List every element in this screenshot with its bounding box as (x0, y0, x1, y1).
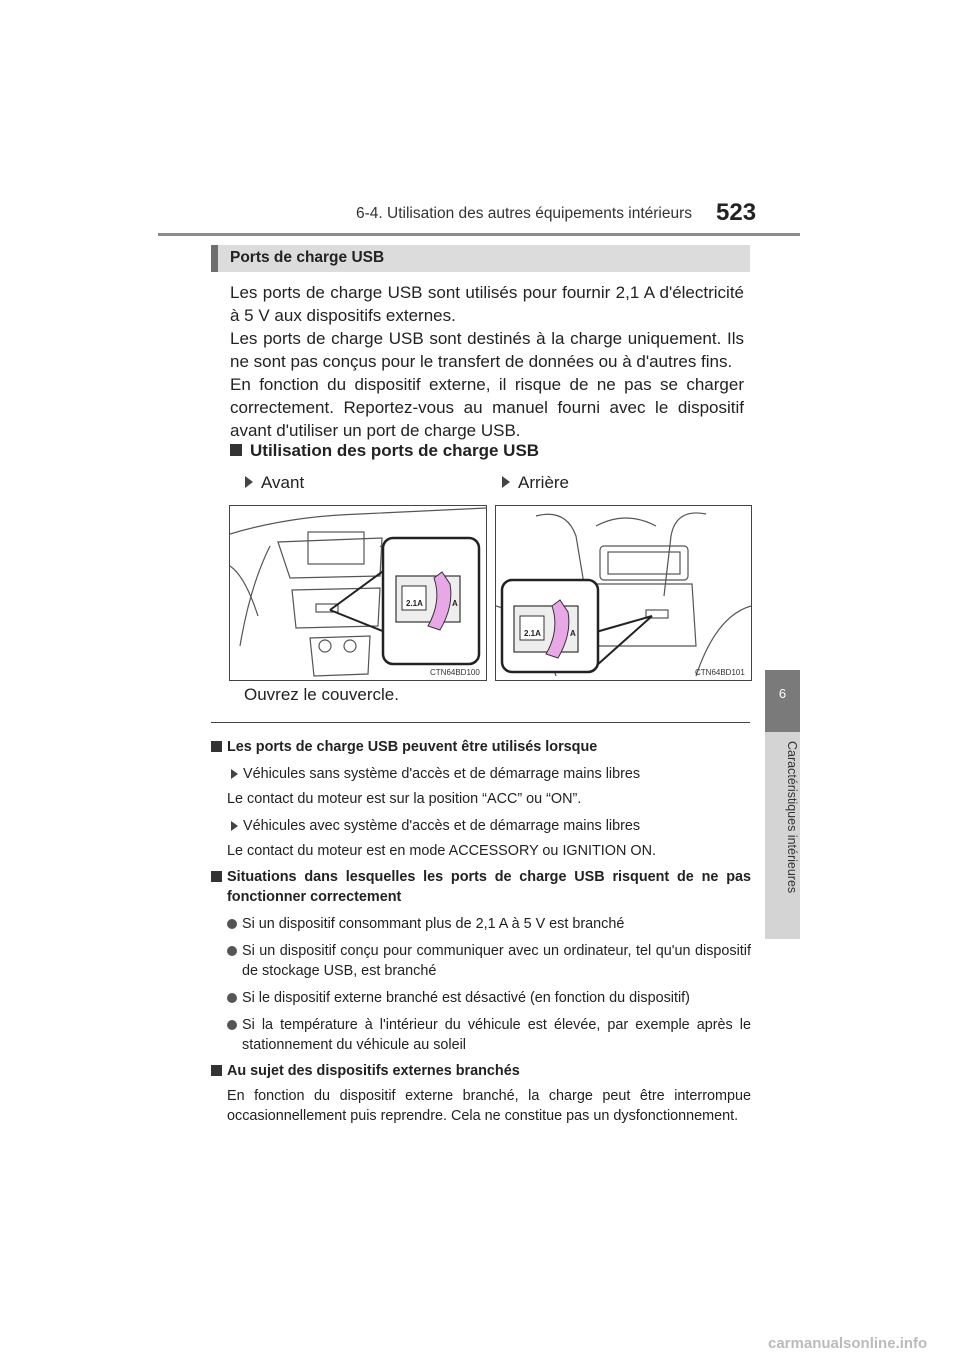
rear-port-label: 2.1A (524, 629, 541, 638)
rear-usb-illustration (496, 506, 751, 680)
intro-text (230, 281, 744, 442)
rear-label-text: Arrière (518, 473, 570, 492)
side-tab-marker (765, 670, 800, 732)
notes-divider (211, 722, 750, 723)
note-bullet: Si le dispositif externe branché est désactivé (en fonction du dispositif) (211, 988, 751, 1008)
subheading (230, 441, 539, 461)
rear-label (502, 473, 569, 493)
notes-block (211, 731, 751, 1126)
front-port-label: 2.1A (406, 599, 423, 608)
note-condition-2: Véhicules avec système d'accès et de démarrage mains libres (211, 816, 751, 836)
page-header-title: 6-4. Utilisation des autres équipements intérieurs (356, 205, 693, 222)
note-condition-1: Véhicules sans système d'accès et de démarrage mains libres (211, 764, 751, 784)
triangle-bullet-icon (245, 476, 253, 488)
note-heading-2: Situations dans lesquelles les ports de charge USB risquent de ne pas fonctionner correctement (211, 867, 751, 907)
watermark: carmanualsonline.info (768, 1335, 928, 1352)
intro-paragraph-1: Les ports de charge USB sont utilisés pour fournir 2,1 A d'électricité à 5 V aux dispositifs externes. (230, 283, 744, 325)
subheading-text: Utilisation des ports de charge USB (250, 441, 540, 460)
figure-front (229, 505, 487, 681)
triangle-bullet-icon (502, 476, 510, 488)
intro-paragraph-3: En fonction du dispositif externe, il risque de ne pas se charger correctement. Reportez-vous au manuel fourni avec le dispositif avant d'utiliser un port de charge USB. (230, 375, 744, 440)
front-usb-illustration (230, 506, 486, 680)
side-tab-number: 6 (778, 686, 787, 701)
front-figure-code: CTN64BD100 (430, 668, 480, 677)
side-tab-label: Caractéristiques intérieures (785, 741, 799, 894)
front-label (245, 473, 304, 493)
section-heading-text: Ports de charge USB (230, 249, 385, 266)
front-label-text: Avant (261, 473, 305, 492)
note-body-3: En fonction du dispositif externe branché, la charge peut être interrompue occasionnellement puis reprendre. Cela ne constitue pas un dysfonctionnement. (227, 1088, 751, 1124)
note-body-2: Le contact du moteur est en mode ACCESSORY ou IGNITION ON. (227, 843, 656, 859)
square-bullet-icon (230, 444, 242, 456)
figure-caption: Ouvrez le couvercle. (244, 685, 399, 704)
rear-port-secondary-label: A (570, 629, 576, 638)
note-heading-1: Les ports de charge USB peuvent être utilisés lorsque (211, 737, 751, 757)
note-body-1: Le contact du moteur est sur la position “ACC” ou “ON”. (227, 791, 582, 807)
rear-figure-code: CTN64BD101 (695, 668, 745, 677)
intro-paragraph-2: Les ports de charge USB sont destinés à la charge uniquement. Ils ne sont pas conçus pour le transfert de données ou à d'autres fins. (230, 329, 744, 371)
header-rule (158, 233, 800, 236)
front-port-secondary-label: A (452, 599, 458, 608)
note-bullet: Si la température à l'intérieur du véhicule est élevée, par exemple après le stationnement du véhicule au soleil (211, 1015, 751, 1055)
note-bullet: Si un dispositif conçu pour communiquer avec un ordinateur, tel qu'un dispositif de stockage USB, est branché (211, 941, 751, 981)
figure-rear (495, 505, 752, 681)
section-heading (211, 245, 750, 272)
note-heading-3: Au sujet des dispositifs externes branchés (211, 1061, 751, 1081)
page-number: 523 (716, 199, 757, 226)
note-bullet: Si un dispositif consommant plus de 2,1 A à 5 V est branché (211, 914, 751, 934)
